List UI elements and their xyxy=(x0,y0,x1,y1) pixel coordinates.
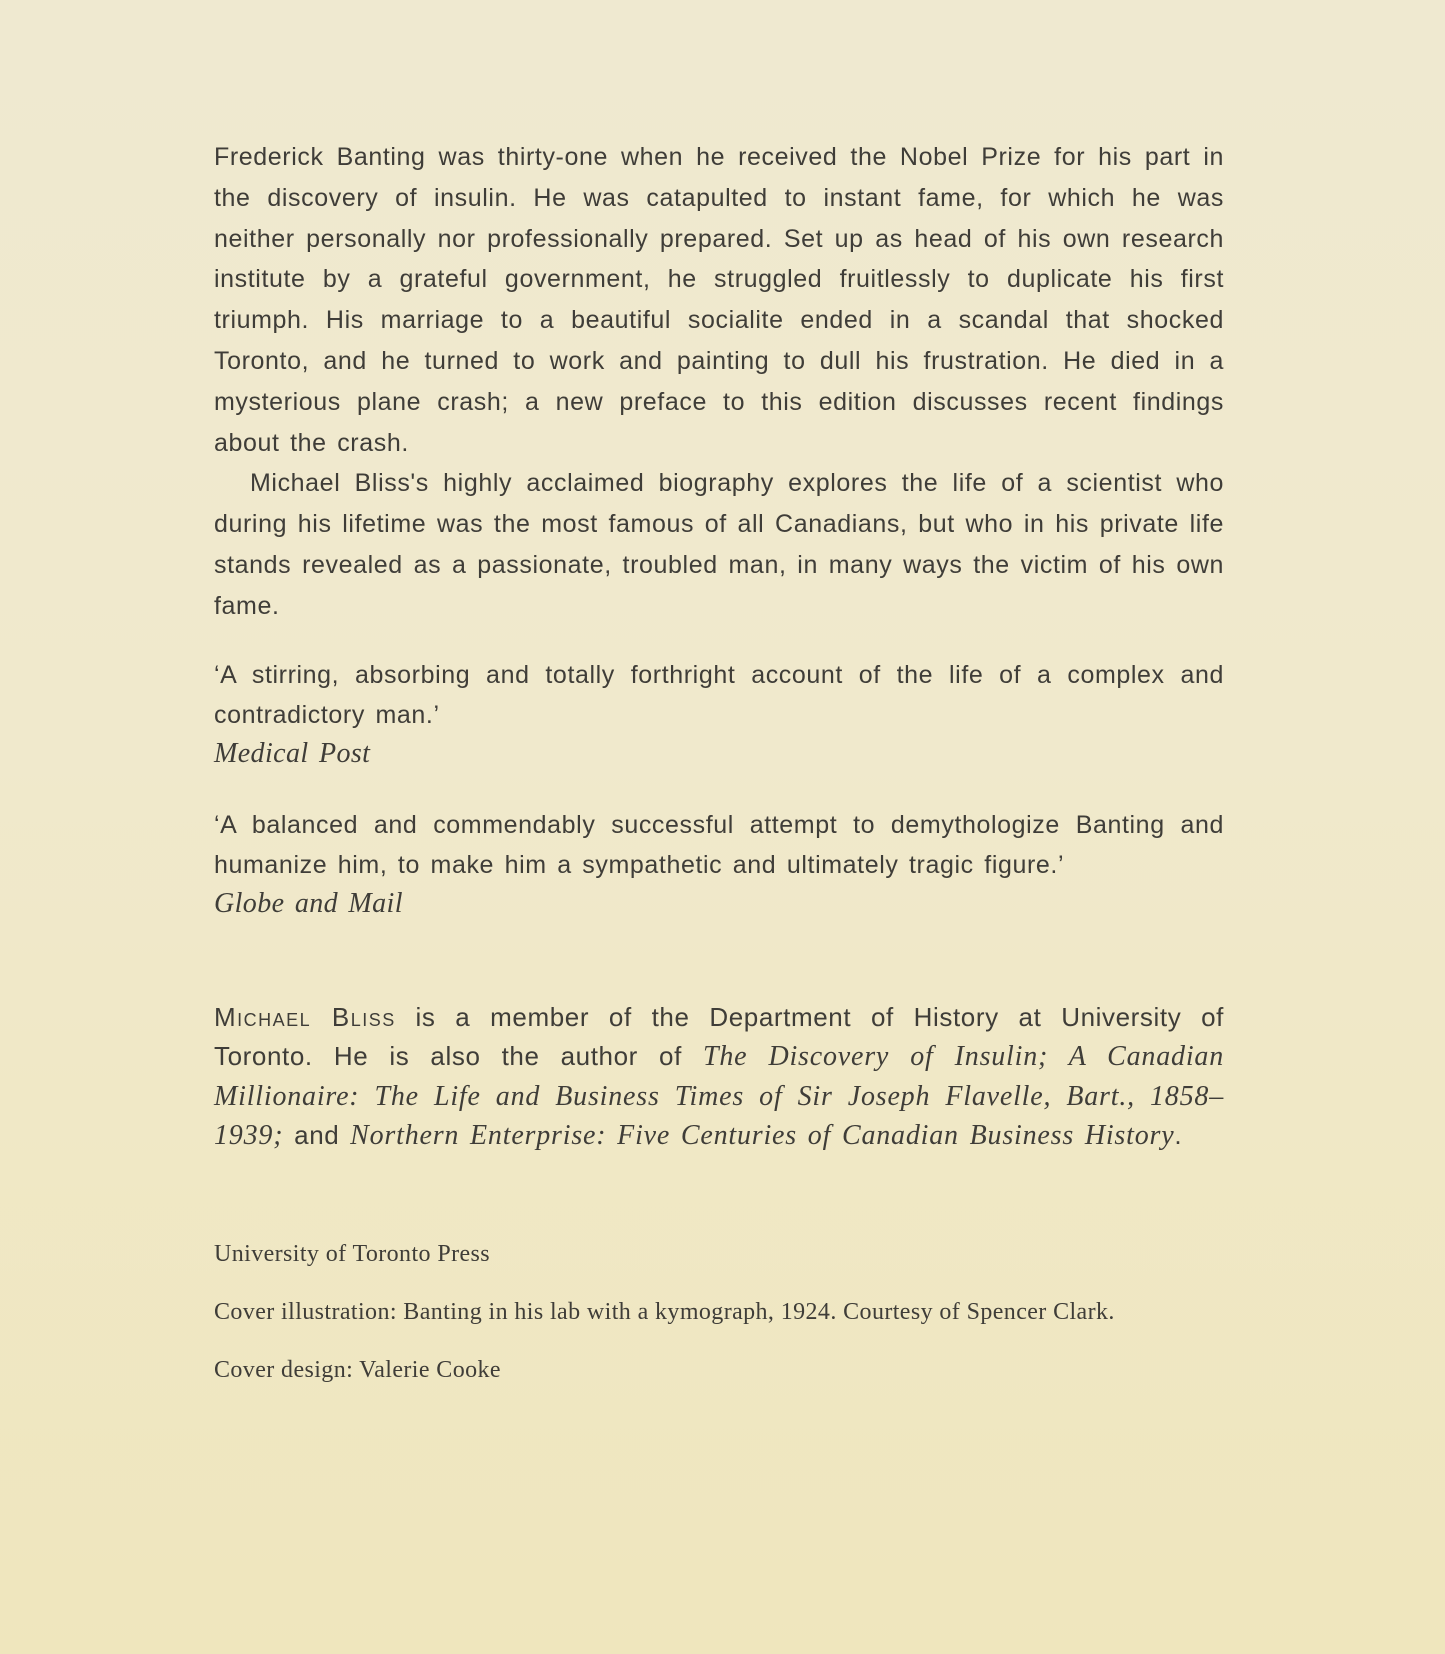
blurb-paragraph: Michael Bliss's highly acclaimed biography explores the life of a scientist who during his lifetime was the most famous of all Canadians, but who in his private life stands revealed as a passionate, troubled man, in many ways the victim of his own fame. xyxy=(214,469,1224,620)
book-blurb xyxy=(214,137,1224,627)
author-name: Michael Bliss xyxy=(214,1001,396,1032)
review-text: ‘A balanced and commendably successful attempt to demythologize Banting and humanize him, to make him a sympathetic and ultimately tragic figure.’ xyxy=(214,810,1224,879)
review-text: ‘A stirring, absorbing and totally forthright account of the life of a complex and contradictory man.’ xyxy=(214,660,1224,729)
book-title: Northern Enterprise: Five Centuries of Canadian Business History xyxy=(350,1120,1175,1152)
review-quote xyxy=(214,805,1224,923)
author-bio-text: is a member of the Department of History at University of Toronto. He is also the author of xyxy=(214,1001,1224,1072)
author-bio-text: and xyxy=(283,1120,351,1151)
review-source: Medical Post xyxy=(214,737,371,769)
author-bio xyxy=(214,998,1224,1156)
credits xyxy=(214,1234,1224,1390)
back-cover-text xyxy=(214,137,1224,1390)
publisher-name: University of Toronto Press xyxy=(214,1240,490,1267)
cover-design-credit: Cover design: Valerie Cooke xyxy=(214,1356,501,1383)
review-source: Globe and Mail xyxy=(214,887,403,919)
review-quote xyxy=(214,655,1224,773)
author-bio-text: . xyxy=(1174,1120,1183,1151)
cover-illustration-credit: Cover illustration: Banting in his lab with a kymograph, 1924. Courtesy of Spencer Clark. xyxy=(214,1298,1115,1325)
book-titles: The Discovery of Insulin; A Canadian Millionaire: The Life and Business Times of Sir Joseph Flavelle, Bart., 1858–1939; xyxy=(214,1041,1225,1152)
blurb-paragraph: Frederick Banting was thirty-one when he received the Nobel Prize for his part in the discovery of insulin. He was catapulted to instant fame, for which he was neither personally nor professionally prepared. Set up as head of his own research institute by a grateful government, he struggled fruitlessly to duplicate his first triumph. His marriage to a beautiful socialite ended in a scandal that shocked Toronto, and he turned to work and painting to dull his frustration. He died in a mysterious plane crash; a new preface to this edition discusses recent findings about the crash. xyxy=(214,143,1224,457)
